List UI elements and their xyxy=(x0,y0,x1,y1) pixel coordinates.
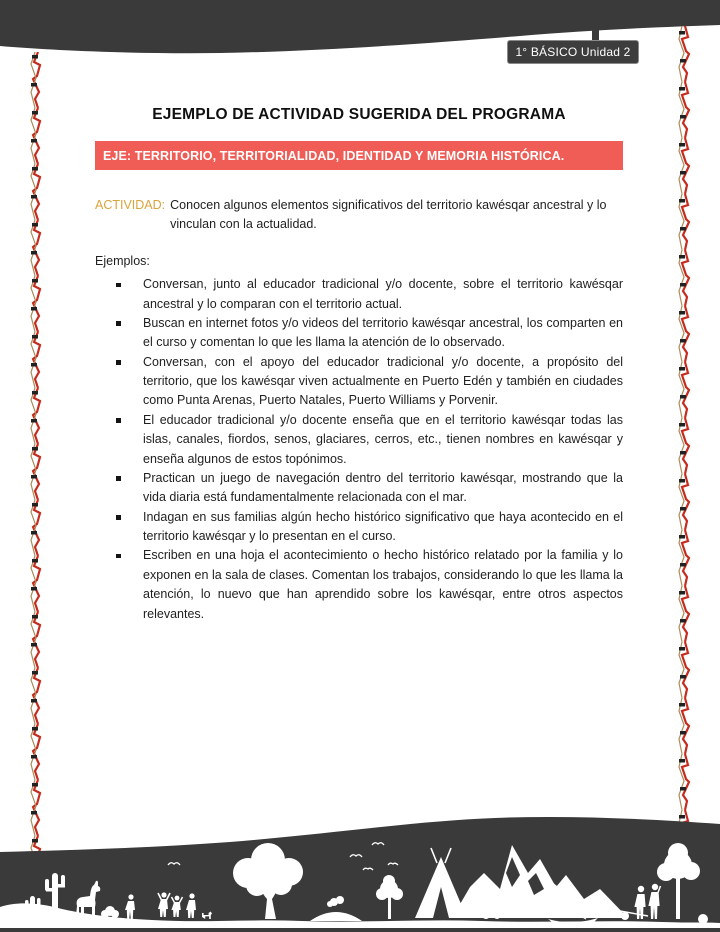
bullet-icon xyxy=(116,321,121,326)
bush-icon xyxy=(494,913,500,919)
bullet-icon xyxy=(116,476,121,481)
examples-label: Ejemplos: xyxy=(95,253,150,268)
list-item xyxy=(115,353,623,411)
left-border-ornament-icon xyxy=(27,52,49,855)
footer-illustration xyxy=(0,815,720,932)
bullet-icon xyxy=(116,515,121,520)
eje-banner: EJE: TERRITORIO, TERRITORIALIDAD, IDENTIDAD Y MEMORIA HISTÓRICA. xyxy=(95,141,623,170)
bush-icon xyxy=(698,914,708,924)
list-item xyxy=(115,411,623,469)
list-item xyxy=(115,314,623,353)
list-item-text: Escriben en una hoja el acontecimiento o hecho histórico relatado por la familia y lo exponen en la sala de clases. Comentan los trabajos, considerando lo que les llama la atención, lo nuevo que han aprendido sobre los kawésqar, entre otros aspectos relevantes. xyxy=(143,548,623,621)
examples-list xyxy=(95,275,623,624)
bush-icon xyxy=(482,911,490,919)
activity-text: Conocen algunos elementos significativos del territorio kawésqar ancestral y lo vinculan con la actualidad. xyxy=(170,198,607,232)
list-item xyxy=(115,508,623,547)
list-item xyxy=(115,469,623,508)
bush-icon xyxy=(621,912,629,920)
bullet-icon xyxy=(116,360,121,365)
list-item-text: Conversan, con el apoyo del educador tradicional y/o docente, a propósito del territorio, que los kawésqar viven actualmente en Puerto Edén y también en ciudades como Punta Arenas, Puerto Natales, Puerto Williams y Porvenir. xyxy=(143,354,623,408)
bullet-icon xyxy=(116,554,121,559)
bullet-icon xyxy=(116,283,121,288)
activity-label: ACTIVIDAD: xyxy=(95,198,166,212)
activity-block xyxy=(95,196,623,235)
unit-badge: 1° BÁSICO Unidad 2 xyxy=(507,40,639,64)
list-item-text: Practican un juego de navegación dentro del territorio kawésqar, mostrando que la vida diaria está fundamentalmente relacionada con el mar. xyxy=(143,470,623,505)
list-item-text: El educador tradicional y/o docente enseña que en el territorio kawésqar todas las islas, canales, fiordos, senos, glaciares, cerros, etc., tienen nombres en kawésqar y enseña algunos de estos topónimos. xyxy=(143,412,623,466)
bullet-icon xyxy=(116,418,121,423)
right-border-ornament-icon xyxy=(674,26,696,832)
list-item-text: Indagan en sus familias algún hecho histórico significativo que haya acontecido en el territorio kawésqar y lo presentan en el curso. xyxy=(143,509,623,543)
list-item xyxy=(115,275,623,314)
page-title: EJEMPLO DE ACTIVIDAD SUGERIDA DEL PROGRAMA xyxy=(152,106,566,123)
content-area xyxy=(95,100,623,624)
list-item-text: Buscan en internet fotos y/o videos del territorio kawésqar ancestral, los comparten en el curso y comentan lo que les llama la atención de lo observado. xyxy=(143,315,623,350)
list-item xyxy=(115,546,623,624)
list-item-text: Conversan, junto al educador tradicional y/o docente, sobre el territorio kawésqar ancestral y lo comparan con el territorio actual. xyxy=(143,277,623,311)
